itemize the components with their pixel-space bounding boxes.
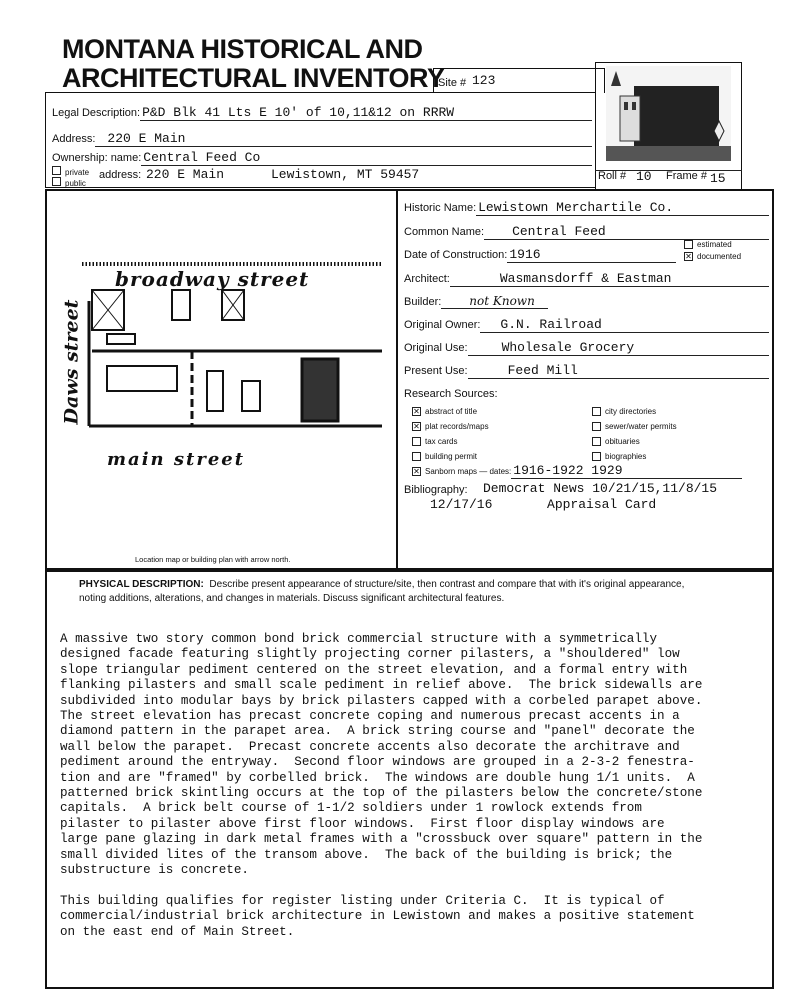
description-line [60, 879, 760, 894]
physical-description-heading: PHYSICAL DESCRIPTION: [79, 579, 204, 590]
description-line: capitals. A brick belt course of 1-1/2 soldiers under 1 rowlock extends from [60, 801, 642, 816]
legal-label: Legal Description: [52, 107, 141, 119]
description-line: pilaster to pilaster above first floor windows. First floor display windows are [60, 816, 665, 831]
info-box [396, 189, 774, 570]
site-value: 123 [472, 73, 496, 88]
architect-value: Wasmansdorff & Eastman [450, 271, 769, 287]
description-line: slope triangular pediment centered on the street elevation, and a formal entry with [60, 662, 688, 677]
physical-instructions-1: Describe present appearance of structure/site, then contrast and compare that with it's original appearance, [209, 579, 685, 590]
documented-checkbox[interactable]: ✕ documented [685, 252, 742, 261]
common-name-value: Central Feed [484, 224, 769, 240]
documented-label: documented [697, 252, 742, 261]
present-use-label: Present Use: [404, 365, 468, 377]
owner-address-label: address: [99, 169, 142, 181]
source-checkbox[interactable] [592, 452, 646, 461]
common-name-label: Common Name: [404, 226, 485, 238]
bibliography-line2: 12/17/16 Appraisal Card [430, 497, 657, 512]
building-photo [606, 66, 731, 161]
source-checkbox[interactable] [592, 422, 677, 431]
source-label: tax cards [425, 437, 458, 446]
owner-city-value: Lewistown, MT 59457 [271, 167, 420, 182]
historic-name-value: Lewistown Merchartile Co. [476, 200, 769, 216]
site-label: Site # [438, 77, 467, 89]
description-line: diamond pattern in the parapet area. A brick string course and "panel" decorate the [60, 724, 695, 739]
form-title-line2: ARCHITECTURAL INVENTORY [62, 63, 445, 93]
bibliography-line1: Democrat News 10/21/15,11/8/15 [483, 481, 718, 496]
description-line: large pane glazing in dark metal frames with a "crossbuck over square" pattern in the [60, 832, 703, 847]
present-use-value: Feed Mill [468, 363, 769, 379]
description-line: pediment around the entryway. Second floor windows are grouped in a 2-3-2 fenestra- [60, 755, 695, 770]
estimated-checkbox[interactable] [684, 240, 732, 249]
source-label: building permit [425, 452, 478, 461]
street-label-main: main street [107, 449, 246, 470]
site-box [433, 68, 605, 93]
street-label-daws: Daws street [60, 299, 83, 425]
original-use-label: Original Use: [404, 342, 468, 354]
description-line: commercial/industrial brick architecture in Lewistown and makes a positive statement [60, 909, 695, 924]
source-checkbox[interactable] [412, 437, 457, 446]
form-title-line1: MONTANA HISTORICAL AND [62, 34, 423, 64]
builder-label: Builder: [404, 296, 442, 308]
sanborn-row: ✕ Sanborn maps — dates: 1916-1922 1929 [412, 463, 742, 479]
description-line: on the east end of Main Street. [60, 924, 295, 939]
public-checkbox[interactable] [52, 177, 89, 188]
bibliography-label: Bibliography: [404, 484, 468, 496]
street-label-broadway: broadway street [115, 267, 310, 291]
description-line: tion and are "framed" by corbelled brick. The windows are double hung 1/1 units. A [60, 770, 695, 785]
original-use-value: Wholesale Grocery [468, 340, 769, 356]
description-line: The street elevation has precast concrete coping and numerous precast accents in a [60, 709, 680, 724]
source-checkbox[interactable] [592, 437, 640, 446]
date-value: 1916 [507, 247, 676, 263]
owner-label: Ownership: name: [52, 152, 142, 164]
original-owner-value: G.N. Railroad [480, 317, 769, 333]
original-owner-label: Original Owner: [404, 319, 481, 331]
description-line: wall below the parapet. Precast concrete accents also decorate the architrave and [60, 739, 680, 754]
frame-value: 15 [710, 171, 726, 186]
public-label: public [65, 179, 86, 188]
source-label: plat records/maps [425, 422, 489, 431]
research-sources-label: Research Sources: [404, 388, 498, 400]
owner-address-value: 220 E Main [146, 167, 225, 182]
description-line: small divided lites of the transom above. The back of the building is brick; the [60, 847, 673, 862]
address-label: Address: [52, 133, 96, 145]
physical-instructions-2: noting additions, alterations, and changes in materials. Discuss significant architectural features. [79, 593, 505, 604]
description-line: subdivided into modular bays by brick pilasters capped with a corbeled parapet above. [60, 693, 703, 708]
builder-value: not Known [441, 294, 548, 309]
sanborn-label: Sanborn maps — dates: [425, 467, 512, 476]
date-label: Date of Construction: [404, 249, 508, 261]
architect-label: Architect: [404, 273, 450, 285]
physical-description-text [60, 632, 760, 940]
address-value: 220 E Main [95, 131, 592, 147]
description-line: patterned brick skintling occurs at the top of the pilasters below the concrete/stone [60, 786, 703, 801]
private-label: private [65, 168, 90, 177]
map-box [45, 189, 400, 570]
description-line: substructure is concrete. [60, 863, 249, 878]
source-checkbox[interactable] [592, 407, 656, 416]
frame-label: Frame # [666, 170, 707, 182]
location-box [45, 92, 596, 188]
source-label: city directories [605, 407, 657, 416]
source-checkbox[interactable] [412, 452, 477, 461]
owner-value: Central Feed Co [141, 150, 592, 166]
source-label: sewer/water permits [605, 422, 677, 431]
roll-label: Roll # [598, 170, 627, 182]
source-label: obituaries [605, 437, 640, 446]
source-checkbox[interactable]: ✕ abstract of title [413, 407, 478, 416]
historic-name-label: Historic Name: [404, 202, 477, 214]
description-line: designed facade featuring slightly projecting corner pilasters, a "shouldered" low [60, 647, 680, 662]
description-line: This building qualifies for register listing under Criteria C. It is typical of [60, 893, 665, 908]
source-label: biographies [605, 452, 647, 461]
source-label: abstract of title [425, 407, 478, 416]
estimated-label: estimated [697, 240, 732, 249]
description-line: flanking pilasters and small scale pediment in relief above. The brick sidewalls are [60, 678, 703, 693]
map-caption: Location map or building plan with arrow north. [135, 555, 291, 564]
description-line: A massive two story common bond brick commercial structure with a symmetrically [60, 632, 658, 646]
roll-value: 10 [636, 169, 652, 184]
legal-value: P&D Blk 41 Lts E 10' of 10,11&12 on RRRW [140, 105, 592, 121]
private-checkbox[interactable] [52, 166, 89, 177]
sanborn-value: 1916-1922 1929 [511, 463, 742, 479]
source-checkbox[interactable]: ✕ plat records/maps [413, 422, 489, 431]
